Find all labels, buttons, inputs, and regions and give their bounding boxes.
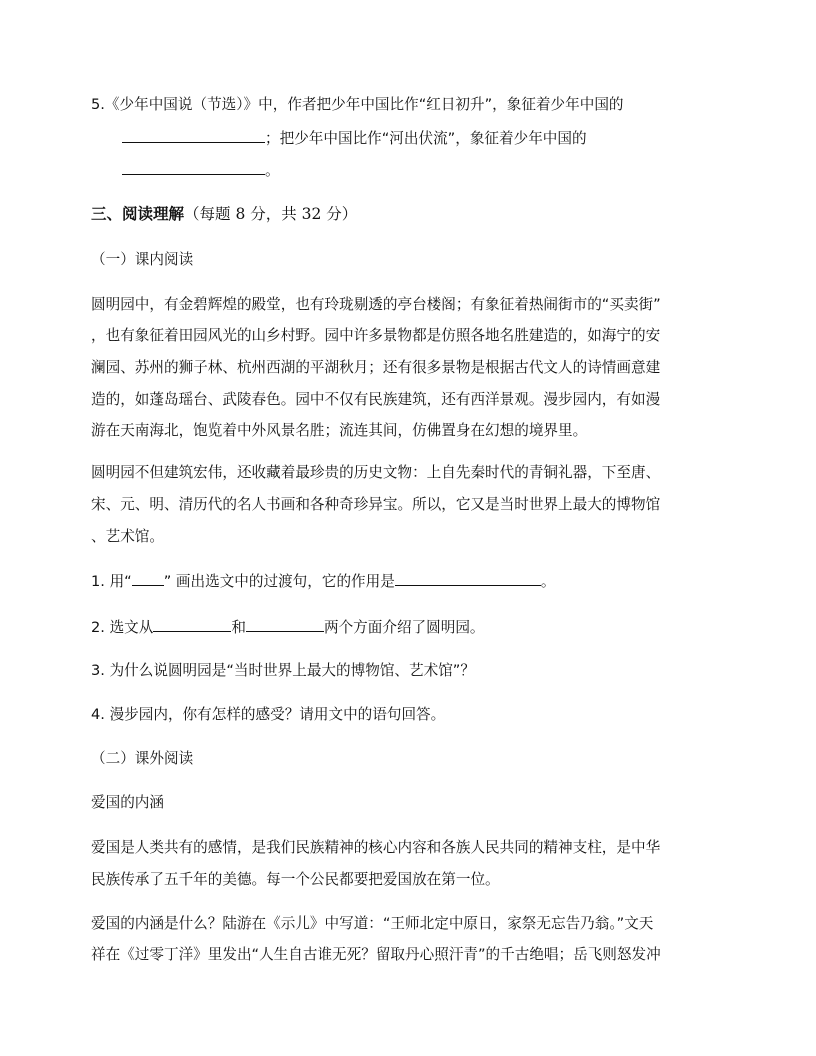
answer-blank[interactable] <box>246 617 324 632</box>
section-heading <box>91 204 357 224</box>
question-5-text: 。 <box>265 162 280 179</box>
answer-blank[interactable] <box>122 128 265 143</box>
question-3: 3. 为什么说圆明园是“当时世界上最大的博物馆、艺术馆”？ <box>91 662 475 679</box>
paragraph-line: 爱国是人类共有的感情，是我们民族精神的核心内容和各族人民共同的精神支柱，是中华 <box>91 839 661 856</box>
question-text: 和 <box>231 619 246 636</box>
part-1-label: （一）课内阅读 <box>91 251 194 268</box>
question-text: ” 画出选文中的过渡句，它的作用是 <box>163 573 395 590</box>
question-5-line-2 <box>122 128 587 149</box>
paragraph-line: 澜园、苏州的狮子林、杭州西湖的平湖秋月；还有很多景物是根据古代文人的诗情画意建 <box>91 359 661 376</box>
answer-blank[interactable] <box>122 160 265 175</box>
paragraph-line: 爱国的内涵是什么？陆游在《示儿》中写道：“王师北定中原日，家祭无忘告乃翁。”文天 <box>91 915 654 932</box>
paragraph-line: 宋、元、明、清历代的名人书画和各种奇珍异宝。所以，它又是当时世界上最大的博物馆 <box>91 496 661 513</box>
paragraph-line: 圆明园中，有金碧辉煌的殿堂，也有玲珑剔透的亭台楼阁；有象征着热闹街市的“买卖街” <box>91 296 661 313</box>
question-2 <box>91 617 485 638</box>
answer-blank[interactable] <box>395 571 541 586</box>
paragraph-line: 游在天南海北，饱览着中外风景名胜；流连其间，仿佛置身在幻想的境界里。 <box>91 422 588 439</box>
underline-sample <box>132 571 164 586</box>
paragraph-line: 祥在《过零丁洋》里发出“人生自古谁无死？留取丹心照汗青”的千古绝唱；岳飞则怒发冲 <box>91 946 661 963</box>
question-5-line-3 <box>122 160 280 181</box>
question-text: 1. 用“ <box>91 573 132 590</box>
question-5-text: ；把少年中国比作“河出伏流”，象征着少年中国的 <box>265 130 587 147</box>
paragraph-line: 民族传承了五千年的美德。每一个公民都要把爱国放在第一位。 <box>91 871 500 888</box>
question-text: 2. 选文从 <box>91 619 154 636</box>
answer-blank[interactable] <box>153 617 231 632</box>
question-text: 。 <box>540 573 556 590</box>
question-1 <box>91 571 555 592</box>
paragraph-line: 造的，如蓬岛瑶台、武陵春色。园中不仅有民族建筑，还有西洋景观。漫步园内，有如漫 <box>91 391 661 408</box>
question-4: 4. 漫步园内，你有怎样的感受？请用文中的语句回答。 <box>91 706 446 723</box>
question-text: 两个方面介绍了圆明园。 <box>323 619 485 636</box>
article-title: 爱国的内涵 <box>91 794 164 811</box>
part-2-label: （二）课外阅读 <box>91 750 194 767</box>
paragraph-line: 、艺术馆。 <box>91 528 164 545</box>
section-title: 三、阅读理解 <box>91 204 185 223</box>
section-score: （每题 8 分，共 32 分） <box>184 205 358 223</box>
question-5-line-1 <box>91 95 624 115</box>
paragraph-line: ，也有象征着田园风光的山乡村野。园中许多景物都是仿照各地名胜建造的，如海宁的安 <box>91 327 661 344</box>
paragraph-line: 圆明园不但建筑宏伟，还收藏着最珍贵的历史文物：上自先秦时代的青铜礼器，下至唐、 <box>91 464 661 481</box>
question-5-text: 5.《少年中国说（节选）》中，作者把少年中国比作“红日初升”，象征着少年中国的 <box>91 96 624 113</box>
